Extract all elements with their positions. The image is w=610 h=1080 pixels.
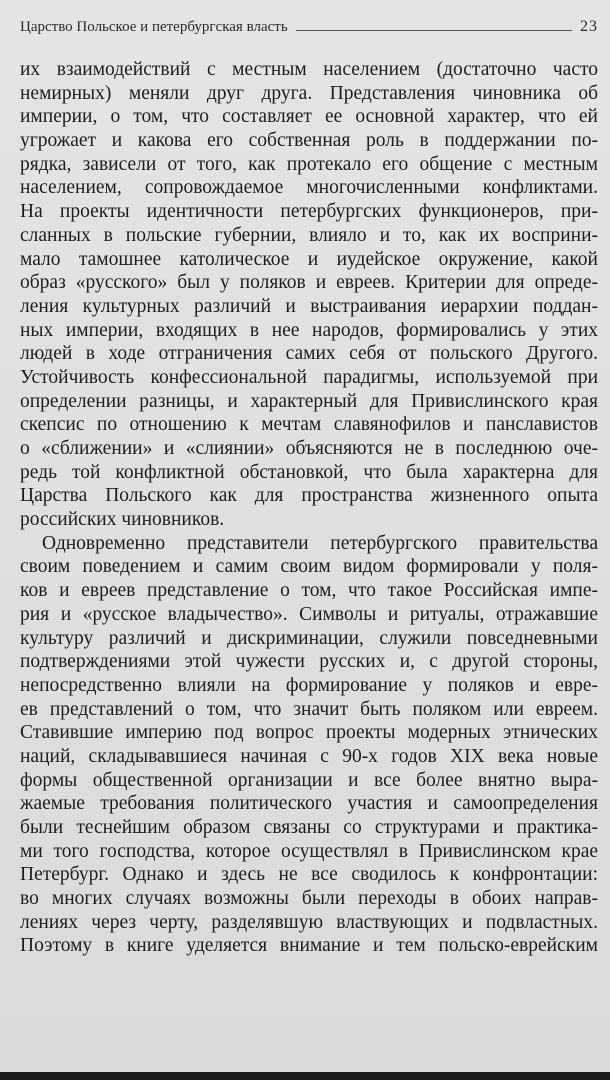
text-line: были теснейшим образом связаны со структурами и практика- [20,817,598,838]
text-line: скепсис по отношению к мечтам славянофилов и панславистов [20,414,598,436]
paragraph [20,58,598,532]
text-line: Одновременно представители петербургского правительства [42,532,598,554]
text-line: во многих случаях возможны были переходы в обоих направ- [20,888,598,910]
text-line: лениях через черту, разделявшую властвующих и подвластных. [20,911,598,933]
page-number: 23 [580,18,598,35]
text-line: определении разницы, и характерный для Привислинского края [20,390,598,412]
text-line: ления культурных различий и выстраивания иерархии поддан- [20,295,598,317]
text-line: ми того господства, которое осуществлял в Привислинском крае [20,840,598,862]
text-line: формы общественной организации и все более внятно выра- [20,769,598,791]
text-line: людей в ходе отграничения самих себя от польского Другого. [20,343,598,365]
text-line: их взаимодействий с местным населением (достаточно часто [20,59,598,80]
text-line: империи, о том, что составляет ее основной характер, что ей [20,106,598,128]
text-line: наций, складывавшиеся начиная с 90-х годов XIX века новые [20,745,598,767]
text-line: угрожает и какова его собственная роль в поддержании по- [20,130,598,152]
text-line: ков и евреев представление о том, что такое Российская импе- [20,580,598,602]
text-line: Петербург. Однако и здесь не все сводилось к конфронтации: [20,864,598,886]
text-line: Устойчивость конфессиональной парадигмы, используемой при [20,366,598,388]
text-line: сланных в польские губернии, влияло и то, как их восприни- [20,224,598,246]
header-rule [296,30,572,31]
running-head [20,14,598,36]
text-line: подтверждениями этой чужести русских и, с другой стороны, [20,651,598,673]
text-line: своим поведением и самим своим видом формировали у поля- [20,556,598,578]
text-line: непосредственно влияли на формирование у поляков и евре- [20,674,598,696]
page-bottom-edge [0,1072,610,1080]
text-line: населением, сопровождаемое многочисленными конфликтами. [20,177,598,199]
text-line: мало тамошнее католическое и иудейское окружение, какой [20,248,598,270]
running-title: Царство Польское и петербургская власть [20,19,288,35]
text-line: образ «русского» был у поляков и евреев. Критерии для опреде- [20,272,598,294]
text-line: редь той конфликтной обстановкой, что была характерна для [20,461,598,483]
text-line: российских чиновников. [20,509,225,531]
text-line: рия и «русское владычество». Символы и ритуалы, отражавшие [20,603,598,625]
text-line: немирных) меняли друг друга. Представления чиновника об [20,82,598,104]
text-line: культуру различий и дискриминации, служили повседневными [20,627,598,649]
body-text [20,58,598,958]
text-line: ных империи, входящих в нее народов, формировались у этих [20,319,598,341]
text-line: Поэтому в книге уделяется внимание и тем польско-еврейским [20,935,598,957]
text-line: о «сближении» и «слиянии» объясняются не в последнюю оче- [20,438,598,459]
text-line: На проекты идентичности петербургских функционеров, при- [20,201,598,223]
text-line: рядка, зависели от того, как протекало его общение с местным [20,153,598,175]
text-line: ев представлений о том, что значит быть поляком или евреем. [20,698,598,720]
text-line: жаемые требования политического участия и самоопределения [20,793,598,815]
text-line: Ставившие империю под вопрос проекты модерных этнических [20,722,598,744]
text-line: Царства Польского как для пространства жизненного опыта [20,485,598,507]
paragraph [20,532,598,958]
